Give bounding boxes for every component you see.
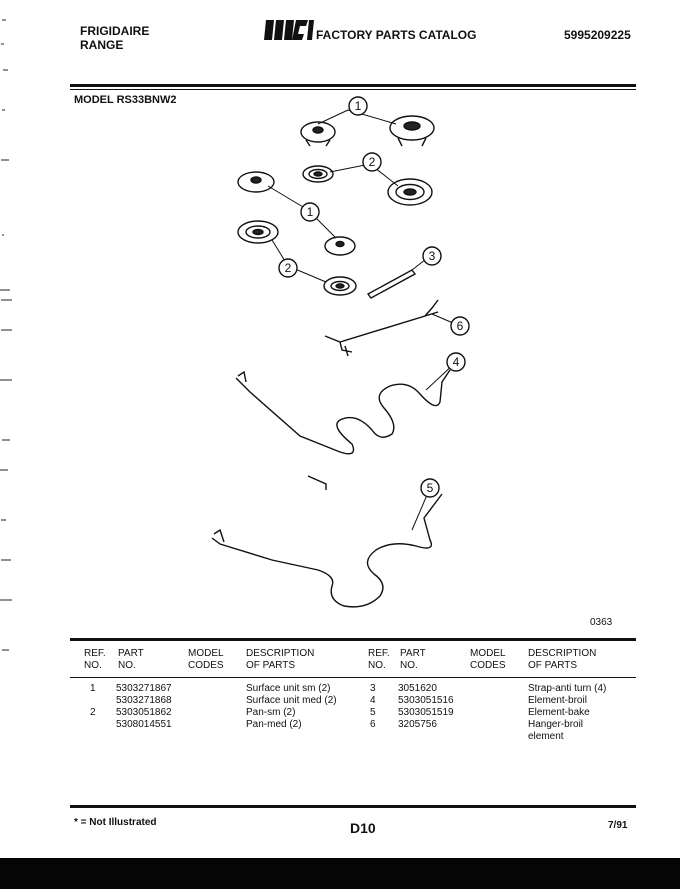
hanger-broil-element	[325, 300, 438, 356]
svg-text:1: 1	[306, 205, 314, 219]
header-text: MODEL	[188, 648, 224, 659]
pan-med-left	[238, 221, 278, 243]
left-header-part	[118, 648, 144, 672]
table-cell	[90, 719, 96, 731]
table-cell: 5303271867	[116, 683, 172, 694]
svg-text:2: 2	[284, 261, 292, 275]
left-header-ref	[84, 648, 106, 672]
header-text: CODES	[470, 660, 506, 671]
svg-text:6: 6	[456, 319, 464, 333]
parts-diagram	[180, 90, 480, 610]
table-cell: Element-broil	[528, 695, 587, 706]
table-cell: Strap-anti turn (4)	[528, 683, 607, 694]
table-cell	[90, 695, 96, 707]
table-cell: Hanger-broil	[528, 719, 584, 730]
header-text: DESCRIPTION	[246, 648, 315, 659]
header-text: PART	[400, 648, 426, 659]
callout-1-mid	[301, 203, 319, 221]
callout-4	[447, 353, 465, 371]
table-cell: 1	[90, 683, 96, 694]
table-cell: 4	[370, 695, 376, 706]
table-cell: 2	[90, 707, 96, 718]
table-cell: Surface unit sm (2)	[246, 683, 331, 694]
right-header-model	[470, 648, 506, 672]
svg-text:1: 1	[354, 99, 362, 113]
table-cell: 5303271868	[116, 695, 172, 706]
surface-unit-med-top	[390, 116, 434, 146]
catalog-title: FACTORY PARTS CATALOG	[316, 28, 477, 42]
table-cell: 3205756	[398, 719, 437, 730]
left-col-desc	[246, 683, 337, 731]
scan-edge-bar	[0, 858, 680, 889]
table-cell: 5308014551	[116, 719, 172, 730]
right-col-desc	[528, 683, 606, 743]
revision-date: 7/91	[608, 820, 628, 831]
pan-sm-low	[324, 277, 356, 295]
table-cell: 5303051516	[398, 695, 454, 706]
footnote: * = Not Illustrated	[74, 817, 157, 828]
surface-unit-left	[238, 172, 274, 192]
header-text: CODES	[188, 660, 224, 671]
brand-name: FRIGIDAIRE	[80, 24, 150, 38]
table-cell: Element-bake	[528, 707, 590, 718]
callout-2-low	[279, 259, 297, 277]
svg-text:4: 4	[452, 355, 460, 369]
right-col-ref	[370, 683, 376, 743]
header-text: REF.	[368, 648, 390, 659]
left-col-ref	[90, 683, 96, 731]
header-text: REF.	[84, 648, 106, 659]
strap-anti-turn	[368, 270, 415, 298]
right-header-ref	[368, 648, 390, 672]
product-name: RANGE	[80, 38, 124, 52]
right-col-part	[398, 683, 454, 743]
svg-text:2: 2	[368, 155, 376, 169]
pan-sm-top	[303, 166, 333, 182]
callout-5	[421, 479, 439, 497]
table-header-rule	[70, 677, 636, 678]
table-bottom-rule	[70, 805, 636, 808]
right-header-part	[400, 648, 426, 672]
header-text: OF PARTS	[246, 660, 296, 671]
table-cell: 3	[370, 683, 376, 694]
model-number: MODEL RS33BNW2	[74, 94, 177, 106]
header-text: NO.	[118, 660, 136, 671]
right-header-desc	[528, 648, 596, 672]
left-header-model	[188, 648, 224, 672]
catalog-number: 5995209225	[564, 28, 631, 42]
table-top-rule	[70, 638, 636, 641]
header-text: PART	[118, 648, 144, 659]
header-text: DESCRIPTION	[528, 648, 597, 659]
table-cell: Pan-sm (2)	[246, 707, 296, 718]
surface-unit-sm-top	[301, 122, 335, 146]
table-cell: element	[528, 731, 564, 742]
header-brand-block	[80, 24, 149, 52]
header-text: OF PARTS	[528, 660, 578, 671]
table-cell: 3051620	[398, 683, 437, 694]
callout-3	[423, 247, 441, 265]
callout-2-top	[363, 153, 381, 171]
table-cell: 5303051862	[116, 707, 172, 718]
wci-logo	[262, 18, 314, 49]
diagram-code: 0363	[590, 617, 613, 628]
surface-unit-right-low	[325, 237, 355, 255]
element-bake	[212, 494, 442, 607]
table-cell	[398, 731, 454, 743]
header-text: NO.	[400, 660, 418, 671]
page-number: D10	[350, 820, 376, 836]
callout-6	[451, 317, 469, 335]
header-rule	[70, 84, 636, 87]
table-cell: 5	[370, 707, 376, 718]
table-cell: 6	[370, 719, 376, 730]
svg-text:3: 3	[428, 249, 436, 263]
header-text: NO.	[368, 660, 386, 671]
left-col-part	[116, 683, 172, 731]
element-broil	[236, 370, 450, 454]
table-cell: 5303051519	[398, 707, 454, 718]
left-header-desc	[246, 648, 314, 672]
callout-1-top	[349, 97, 367, 115]
svg-text:5: 5	[426, 481, 434, 495]
table-cell	[370, 731, 376, 743]
wci-logo-mark	[262, 18, 314, 42]
header-text: MODEL	[470, 648, 506, 659]
table-cell: Surface unit med (2)	[246, 695, 337, 706]
table-cell: Pan-med (2)	[246, 719, 302, 730]
header-text: NO.	[84, 660, 102, 671]
scan-edge-marks	[0, 0, 14, 680]
